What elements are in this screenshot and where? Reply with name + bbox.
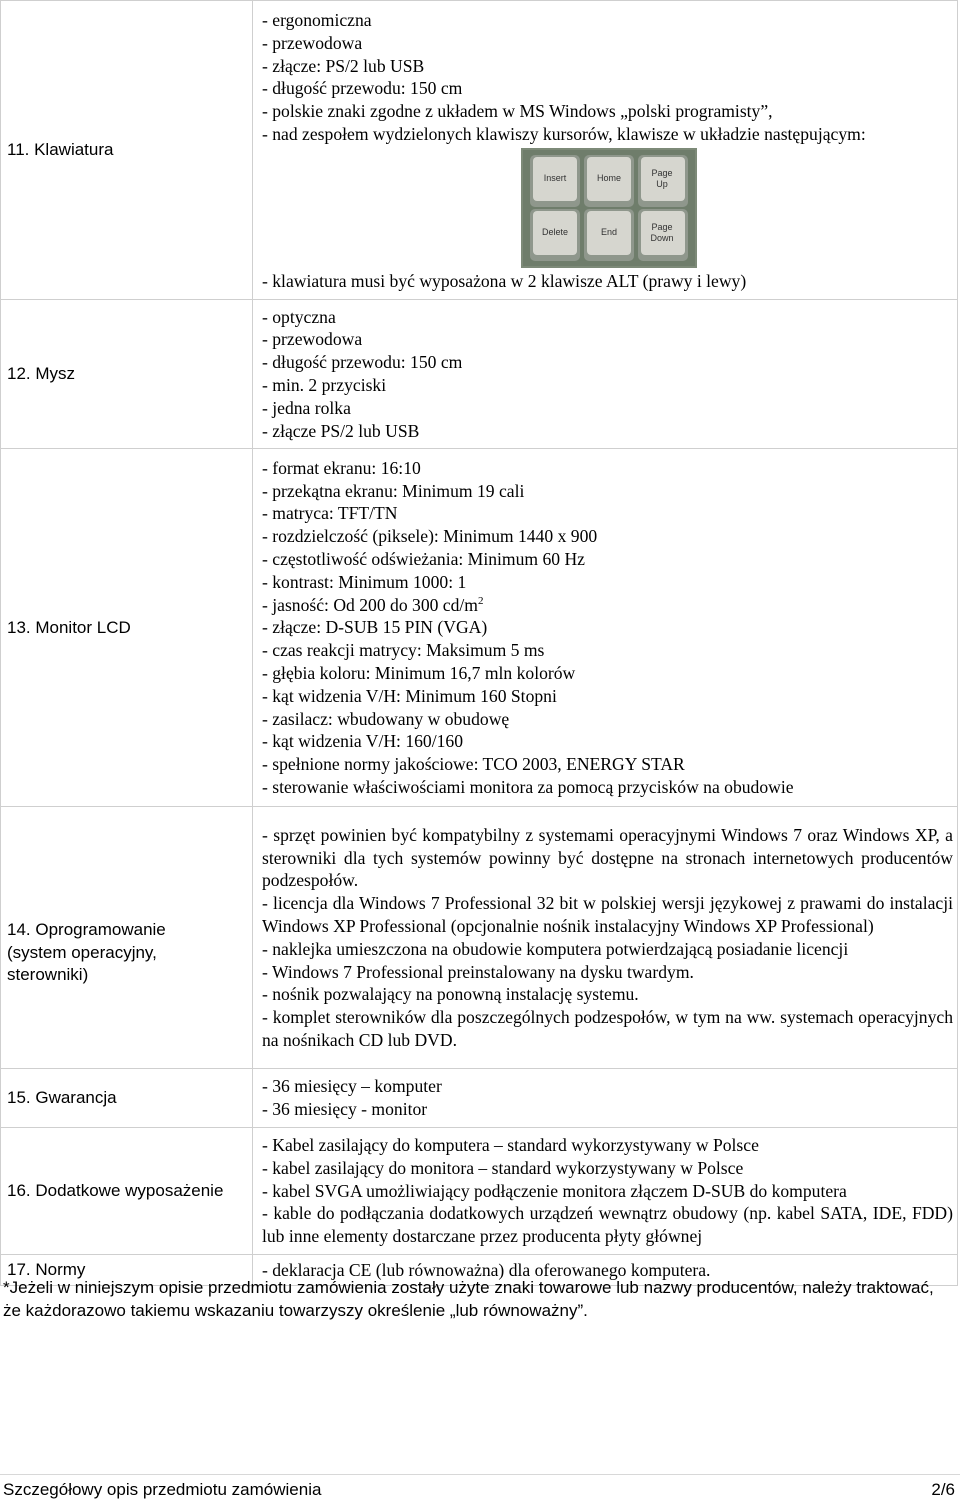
label-line: (system operacyjny,: [7, 942, 157, 962]
row-label-software: [1, 807, 253, 1069]
spec-line: - długość przewodu: 150 cm: [262, 352, 463, 373]
brightness-text: - jasność: Od 200 do 300 cd/m: [262, 594, 478, 615]
spec-line: - nad zespołem wydzielonych klawiszy kursorów, klawisze w układzie następującym:: [262, 123, 866, 144]
spec-paragraph: - nośnik pozwalający na ponowną instalację systemu.: [262, 984, 639, 1005]
row-value-keyboard: [253, 1, 958, 300]
key-label-page-up: Page Up: [651, 167, 673, 189]
key-home: [584, 155, 634, 207]
spec-paragraph: - kable do podłączania dodatkowych urządzeń wewnątrz obudowy (np. kabel SATA, IDE, FDD) lub inne elementy dostarczane przez producenta płyty głównej: [262, 1203, 953, 1247]
row-value-software: [253, 807, 958, 1069]
table-row-warranty: [1, 1069, 958, 1128]
row-label-norms: 17. Normy: [1, 1254, 253, 1285]
trademark-note: *Jeżeli w niniejszym opisie przedmiotu zamówienia zostały użyte znaki towarowe lub nazwy producentów, należy traktować, że każdorazowo takiemu wskazaniu towarzyszy określenie „lub równoważny”.: [3, 1278, 934, 1320]
spec-line: - 36 miesięcy – komputer: [262, 1076, 442, 1097]
spec-line: - spełnione normy jakościowe: TCO 2003, ENERGY STAR: [262, 754, 685, 775]
spec-paragraph: - Windows 7 Professional preinstalowany na dysku twardym.: [262, 961, 694, 982]
spec-paragraph: - kabel SVGA umożliwiający podłączenie monitora złączem D-SUB do komputera: [262, 1180, 847, 1201]
table-row-monitor: [1, 449, 958, 807]
row-value-extras: [253, 1127, 958, 1254]
spec-line: - czas reakcji matrycy: Maksimum 5 ms: [262, 640, 545, 661]
spec-line: - jedna rolka: [262, 397, 351, 418]
spec-line: - częstotliwość odświeżania: Minimum 60 Hz: [262, 549, 585, 570]
spec-line: - głębia koloru: Minimum 16,7 mln kolorów: [262, 663, 576, 684]
table-row-extras: [1, 1127, 958, 1254]
spec-line: - zasilacz: wbudowany w obudowę: [262, 708, 510, 729]
spec-line: - optyczna: [262, 306, 336, 327]
spec-line: - złącze: D-SUB 15 PIN (VGA): [262, 617, 488, 638]
spec-line: - polskie znaki zgodne z układem w MS Windows „polski programisty”,: [262, 101, 773, 122]
spec-paragraph: - Kabel zasilający do komputera – standard wykorzystywany w Polsce: [262, 1134, 759, 1155]
row-value-warranty: [253, 1069, 958, 1128]
spec-line: - 36 miesięcy - monitor: [262, 1099, 428, 1120]
row-value-mouse: [253, 299, 958, 449]
spec-line: - przekątna ekranu: Minimum 19 cali: [262, 480, 525, 501]
spec-line: - format ekranu: 16:10: [262, 457, 421, 478]
row-value-monitor: [253, 449, 958, 807]
spec-line: - kontrast: Minimum 1000: 1: [262, 571, 467, 592]
row-label-keyboard: 11. Klawiatura: [1, 1, 253, 300]
spec-line: - ergonomiczna: [262, 10, 372, 30]
spec-line: - klawiatura musi być wyposażona w 2 klawisze ALT (prawy i lewy): [262, 270, 747, 291]
table-row-keyboard: [1, 1, 958, 300]
page-number: 2/6: [931, 1480, 955, 1499]
row-label-warranty: 15. Gwarancja: [1, 1069, 253, 1128]
spec-paragraph: - licencja dla Windows 7 Professional 32 bit w polskiej wersji językowej z prawami do instalacji Windows XP Professional (opcjonalnie nośnik instalacyjny Windows XP Professional): [262, 893, 953, 937]
key-label: Insert: [543, 172, 567, 183]
keyboard-keys-image: [521, 148, 697, 268]
spec-line: - kąt widzenia V/H: Minimum 160 Stopni: [262, 685, 557, 706]
spec-paragraph: - sprzęt powinien być kompatybilny z systemami operacyjnymi Windows 7 oraz Windows XP, a sterowniki dla tych systemów powinny być dostępne na stronach internetowych producentów podzespołów.: [262, 824, 953, 891]
spec-paragraph: - komplet sterowników dla poszczególnych podzespołów, w tym na ww. systemach operacyjnych na nośnikach CD lub DVD.: [262, 1007, 953, 1051]
spec-line: - rozdzielczość (piksele): Minimum 1440 x 900: [262, 526, 598, 547]
spec-line: - przewodowa: [262, 32, 363, 53]
footer-divider: [0, 1474, 960, 1475]
spec-line: - matryca: TFT/TN: [262, 503, 398, 524]
key-end: [584, 209, 634, 261]
table-row-software: [1, 807, 958, 1069]
row-label-extras: 16. Dodatkowe wyposażenie: [1, 1127, 253, 1254]
row-label-mouse: 12. Mysz: [1, 299, 253, 449]
key-delete: [530, 209, 580, 261]
key-label-page-down: Page Down: [650, 221, 674, 243]
spec-line: - deklaracja CE (lub równoważna) dla oferowanego komputera.: [262, 1259, 711, 1280]
spec-line: - min. 2 przyciski: [262, 374, 387, 395]
row-label-monitor: 13. Monitor LCD: [1, 449, 253, 807]
key-label: Home: [596, 172, 622, 183]
label-line: 14. Oprogramowanie: [7, 920, 166, 940]
spec-line: - kąt widzenia V/H: 160/160: [262, 731, 463, 752]
spec-line-brightness: [262, 594, 953, 617]
label-line: sterowniki): [7, 965, 89, 985]
key-insert: [530, 155, 580, 207]
brightness-superscript: 2: [478, 594, 484, 607]
spec-line: - złącze: PS/2 lub USB: [262, 55, 425, 76]
spec-line: - przewodowa: [262, 329, 363, 350]
spec-paragraph: - kabel zasilający do monitora – standard wykorzystywany w Polsce: [262, 1157, 744, 1178]
key-page-down: [638, 209, 688, 261]
spec-line: - sterowanie właściwościami monitora za pomocą przycisków na obudowie: [262, 777, 794, 798]
key-label: End: [600, 226, 618, 237]
spec-line: - długość przewodu: 150 cm: [262, 78, 463, 99]
spec-line: - złącze PS/2 lub USB: [262, 420, 420, 441]
footer-title: Szczegółowy opis przedmiotu zamówienia: [3, 1480, 322, 1499]
table-row-mouse: [1, 299, 958, 449]
spec-paragraph: - naklejka umieszczona na obudowie komputera potwierdzającą posiadanie licencji: [262, 938, 849, 959]
key-page-up: [638, 155, 688, 207]
key-label: Delete: [541, 226, 569, 237]
